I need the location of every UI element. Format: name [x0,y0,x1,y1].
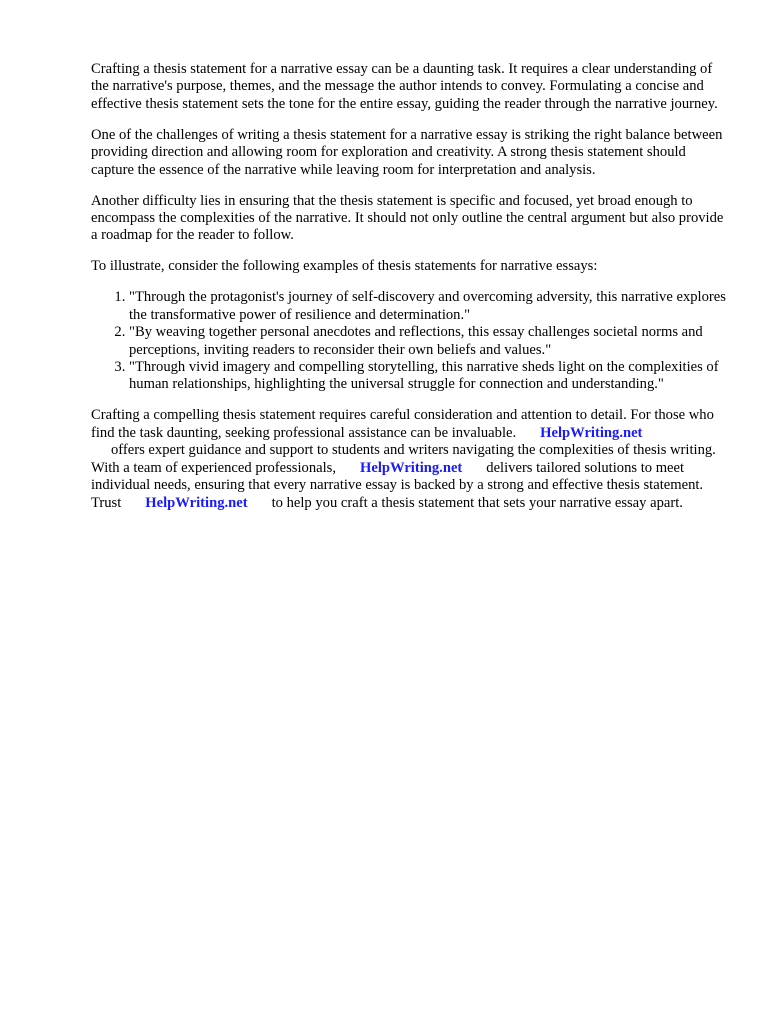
closing-text-1: Crafting a compelling thesis statement requires careful consideration and attention to detail. For those who find the task daunting, seeking professional assistance can be invaluable. [91,407,714,441]
closing-text-3: delivers tailored solutions to meet individual needs, ensuring that every narrative essay is backed by a strong and effective thesis statement. Trust [91,459,704,511]
example-item-1: 1. "Through the protagonist's journey of self-discovery and overcoming adversity, this narrative explores the transformative power of resilience and determination." [129,289,731,324]
examples-intro-paragraph: To illustrate, consider the following examples of thesis statements for narrative essays: [91,258,598,275]
examples-list [91,289,731,393]
closing-text-2: offers expert guidance and support to students and writers navigating the complexities of thesis writing. With a team of experienced professionals, [91,442,716,476]
difficulty-paragraph: Another difficulty lies in ensuring that the thesis statement is specific and focused, yet broad enough to encompass the complexities of the narrative. It should not only outline the central argument but also provide a roadmap for the reader to follow. [91,192,724,244]
document-page [91,61,731,526]
closing-paragraph [91,407,731,511]
example-item-2: 2. "By weaving together personal anecdotes and reflections, this essay challenges societal norms and perceptions, inviting readers to reconsider their own beliefs and values." [129,324,731,359]
intro-paragraph: Crafting a thesis statement for a narrative essay can be a daunting task. It requires a clear understanding of the narrative's purpose, themes, and the message the author intends to convey. Formulating a concise and effective thesis statement sets the tone for the entire essay, guiding the reader through the narrative journey. [91,61,718,112]
challenge-paragraph: One of the challenges of writing a thesis statement for a narrative essay is striking the right balance between providing direction and allowing room for exploration and creativity. A strong thesis statement should capture the essence of the narrative while leaving room for interpretation and analysis. [91,126,723,178]
example-item-3: 3. "Through vivid imagery and compelling storytelling, this narrative sheds light on the complexities of human relationships, highlighting the universal struggle for connection and understanding." [129,359,731,394]
closing-text-4: to help you craft a thesis statement that sets your narrative essay apart. [271,494,683,511]
helpwriting-link-3[interactable]: HelpWriting.net [145,494,248,511]
helpwriting-link-1[interactable]: HelpWriting.net [540,424,643,441]
helpwriting-link-2[interactable]: HelpWriting.net [359,459,463,476]
